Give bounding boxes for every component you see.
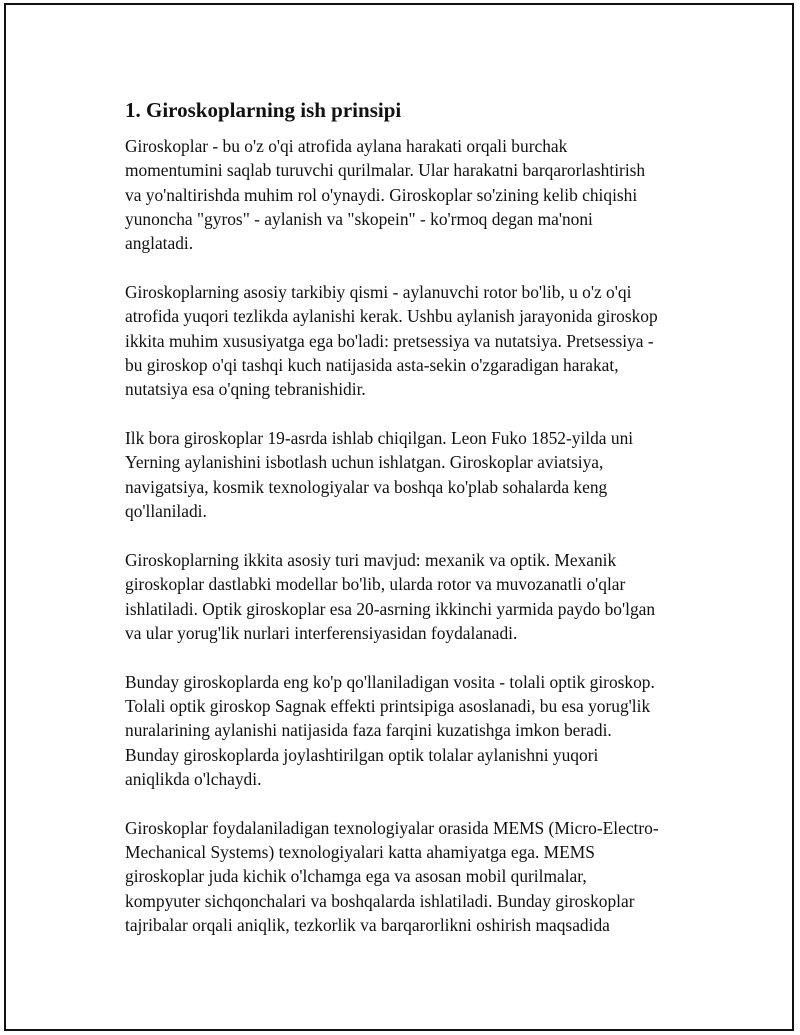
text-line: ikkita muhim xususiyatga ega bo'ladi: pretsessiya va nutatsiya. Pretsessiya - — [125, 330, 654, 351]
paragraph-6 — [125, 816, 700, 937]
paragraph-4 — [125, 548, 700, 645]
text-line: anglatadi. — [125, 233, 194, 254]
section-heading: 1. Giroskoplarning ish prinsipi — [125, 98, 402, 122]
text-line: giroskoplar dastlabki modellar bo'lib, ularda rotor va muvozanatli o'qlar — [125, 574, 626, 595]
text-line: Bunday giroskoplarda joylashtirilgan optik tolalar aylanishni yuqori — [125, 744, 599, 765]
text-line: atrofida yuqori tezlikda aylanishi kerak. Ushbu aylanish jarayonida giroskop — [125, 306, 658, 327]
text-line: Ilk bora giroskoplar 19-asrda ishlab chiqilgan. Leon Fuko 1852-yilda uni — [125, 428, 634, 449]
text-line: Giroskoplarning ikkita asosiy turi mavjud: mexanik va optik. Mexanik — [125, 549, 617, 570]
text-line: Bunday giroskoplarda eng ko'p qo'llaniladigan vosita - tolali optik giroskop. — [125, 671, 655, 692]
paragraph-1 — [125, 134, 700, 255]
text-line: nutatsiya esa o'qning tebranishidir. — [125, 379, 366, 400]
text-line: Mechanical Systems) texnologiyalari katta ahamiyatga ega. MEMS — [125, 842, 595, 863]
text-line: bu giroskop o'qi tashqi kuch natijasida asta-sekin o'zgaradigan harakat, — [125, 354, 619, 375]
text-line: Giroskoplar foydalaniladigan texnologiyalar orasida MEMS (Micro-Electro- — [125, 817, 659, 838]
text-line: kompyuter sichqonchalari va boshqalarda ishlatiladi. Bunday giroskoplar — [125, 890, 635, 911]
text-line: yunoncha "gyros" - aylanish va "skopein" - ko'rmoq degan ma'noni — [125, 208, 593, 229]
text-line: Yerning aylanishini isbotlash uchun ishlatgan. Giroskoplar aviatsiya, — [125, 452, 604, 473]
text-line: aniqlikda o'lchaydi. — [125, 768, 262, 789]
text-line: Tolali optik giroskop Sagnak effekti printsipiga asoslanadi, bu esa yorug'lik — [125, 696, 651, 717]
document-body — [125, 96, 700, 962]
text-line: qo'llaniladi. — [125, 501, 207, 522]
page-frame — [4, 3, 794, 1031]
text-line: nuralarining aylanishi natijasida faza farqini kuzatishga imkon beradi. — [125, 720, 612, 741]
text-line: navigatsiya, kosmik texnologiyalar va boshqa ko'plab sohalarda keng — [125, 476, 608, 497]
text-line: momentumini saqlab turuvchi qurilmalar. Ular harakatni barqarorlashtirish — [125, 160, 646, 181]
paragraph-5 — [125, 670, 700, 791]
text-line: va yo'naltirishda muhim rol o'ynaydi. Giroskoplar so'zining kelib chiqishi — [125, 184, 638, 205]
text-line: Giroskoplar - bu o'z o'qi atrofida aylana harakati orqali burchak — [125, 136, 568, 156]
text-line: Giroskoplarning asosiy tarkibiy qismi - aylanuvchi rotor bo'lib, u o'z o'qi — [125, 282, 632, 303]
text-line: ishlatiladi. Optik giroskoplar esa 20-asrning ikkinchi yarmida paydo bo'lgan — [125, 598, 656, 619]
text-line: va ular yorug'lik nurlari interferensiyasidan foydalanadi. — [125, 622, 518, 643]
text-line: tajribalar orqali aniqlik, tezkorlik va barqarorlikni oshirish maqsadida — [125, 914, 610, 935]
paragraph-3 — [125, 426, 700, 523]
text-line: giroskoplar juda kichik o'lchamga ega va asosan mobil qurilmalar, — [125, 866, 587, 887]
paragraph-2 — [125, 280, 700, 401]
